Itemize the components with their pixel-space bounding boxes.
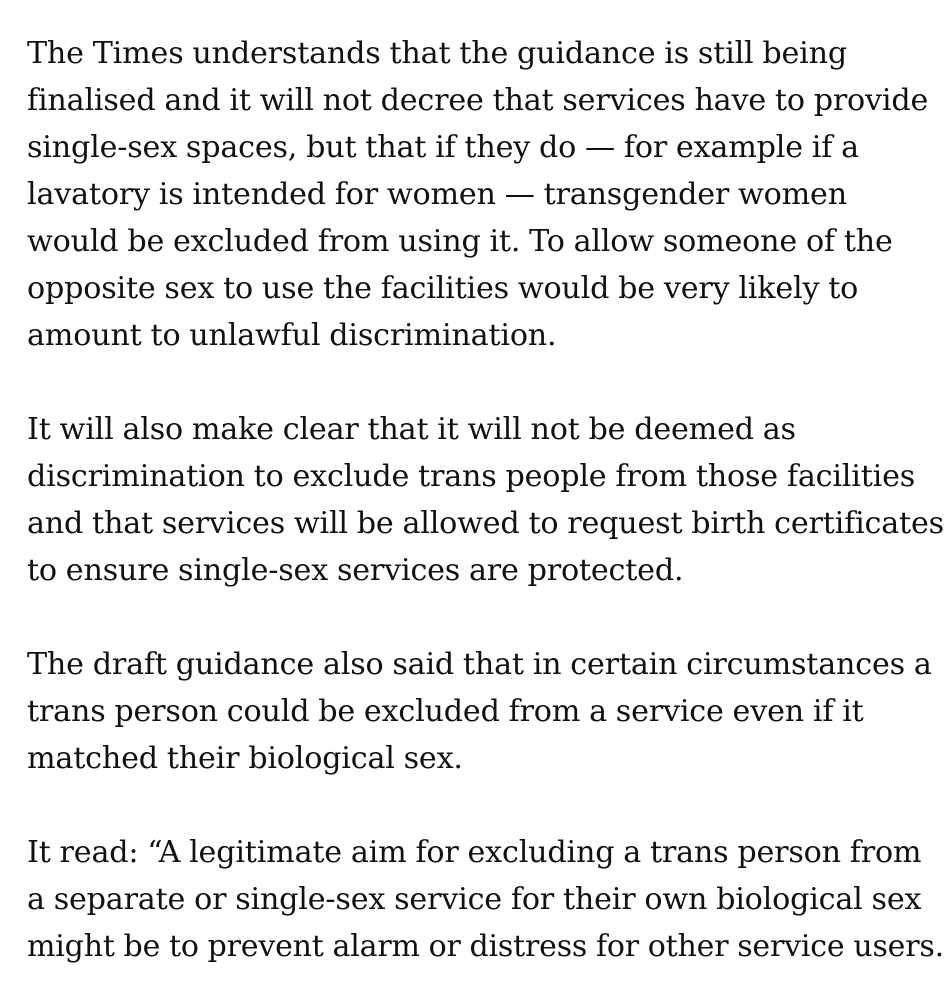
- paragraph-line: trans person could be excluded from a service even if it: [27, 694, 864, 729]
- paragraph-line: It read: “A legitimate aim for excluding a trans person from: [27, 835, 922, 870]
- article-body: [27, 30, 944, 970]
- article-paragraph: [27, 30, 937, 359]
- paragraph-line: single-sex spaces, but that if they do — for example if a: [27, 130, 859, 165]
- paragraph-line: discrimination to exclude trans people from those facilities: [27, 459, 916, 494]
- paragraph-line: opposite sex to use the facilities would be very likely to: [27, 271, 859, 306]
- paragraph-line: a separate or single-sex service for their own biological sex: [27, 882, 922, 917]
- paragraph-line: The Times understands that the guidance is still being: [27, 36, 847, 71]
- article-paragraph: [27, 406, 944, 594]
- article-paragraph: [27, 641, 937, 782]
- paragraph-line: amount to unlawful discrimination.: [27, 318, 557, 353]
- paragraph-line: lavatory is intended for women — transgender women: [27, 177, 847, 212]
- paragraph-line: The draft guidance also said that in certain circumstances a: [27, 647, 932, 682]
- paragraph-line: finalised and it will not decree that services have to provide: [27, 83, 929, 118]
- paragraph-line: It will also make clear that it will not be deemed as: [27, 412, 796, 447]
- paragraph-line: to ensure single-sex services are protected.: [27, 553, 684, 588]
- paragraph-line: would be excluded from using it. To allow someone of the: [27, 224, 893, 259]
- paragraph-line: and that services will be allowed to request birth certificates: [27, 506, 944, 541]
- paragraph-line: matched their biological sex.: [27, 741, 463, 776]
- paragraph-line: might be to prevent alarm or distress for other service users.: [27, 929, 944, 964]
- article-paragraph: [27, 829, 944, 970]
